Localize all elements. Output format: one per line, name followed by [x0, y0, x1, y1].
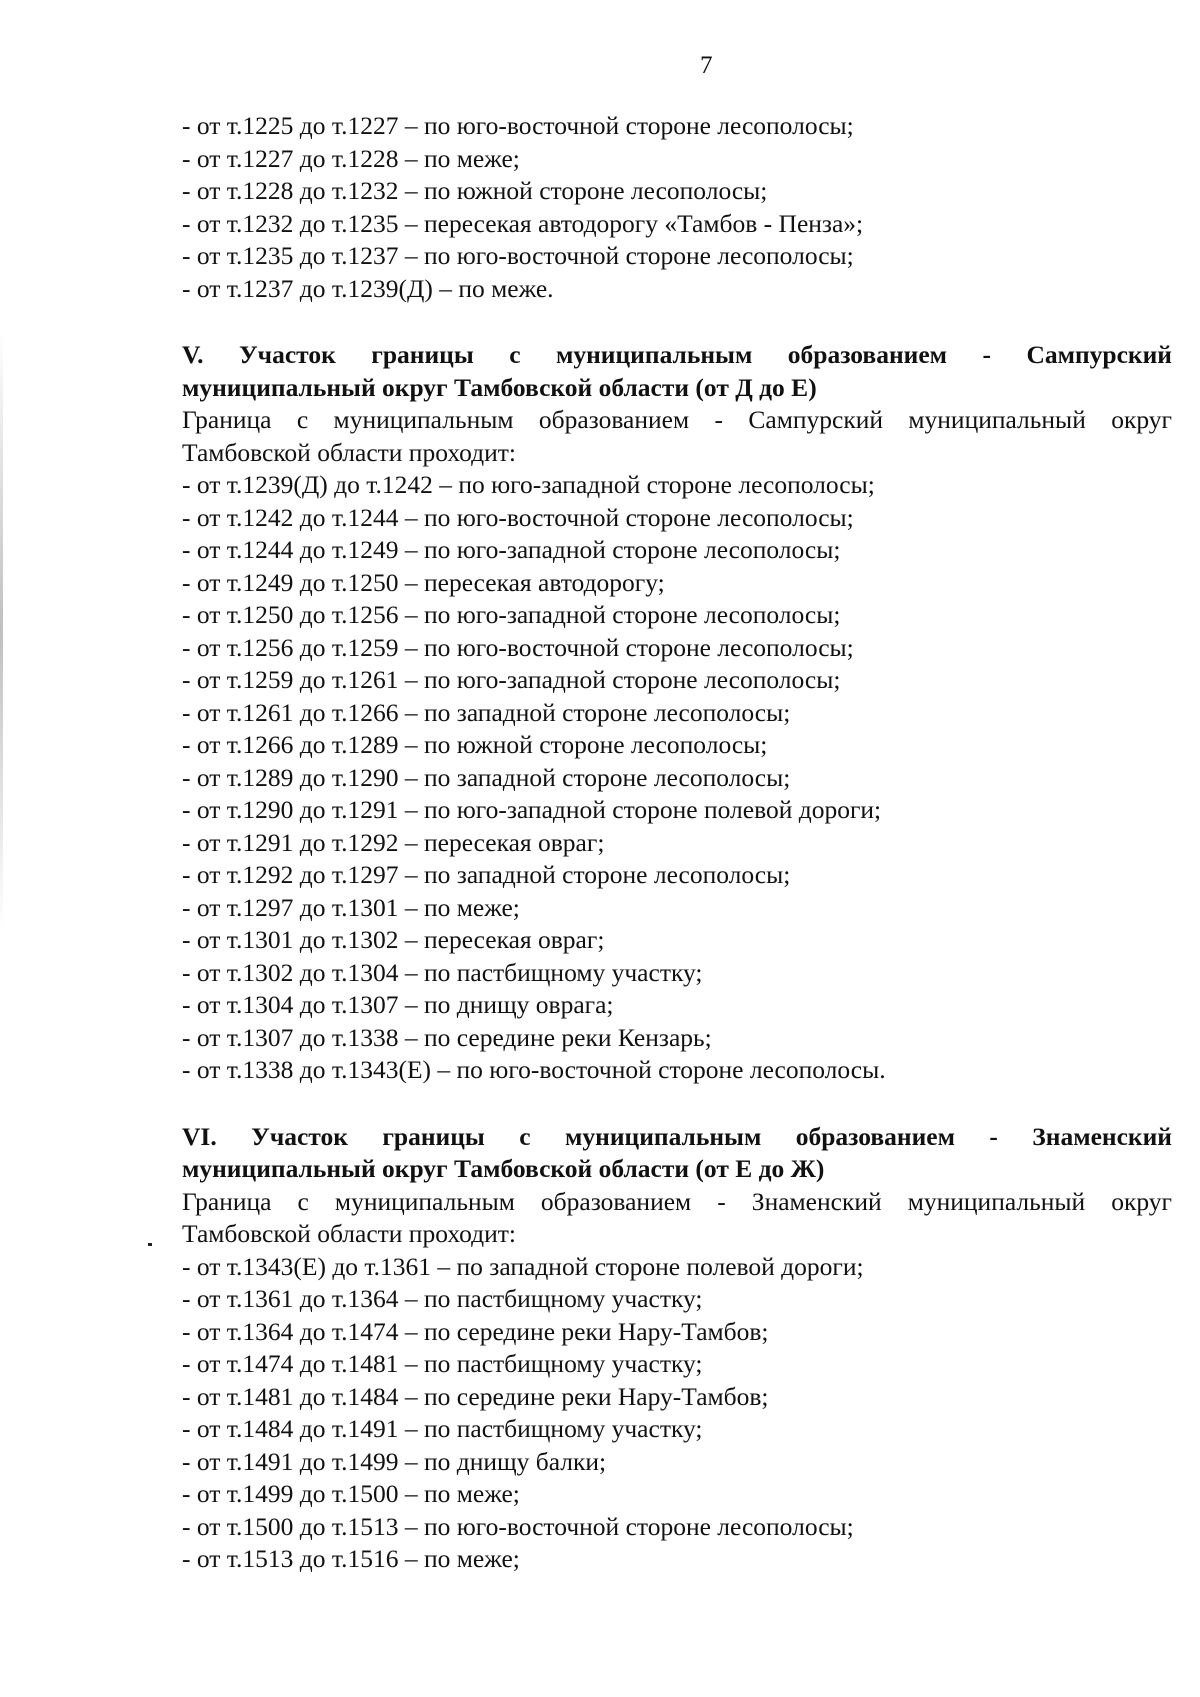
list-item: - от т.1242 до т.1244 – по юго-восточной стороне лесополосы;	[182, 502, 854, 532]
list-item: - от т.1500 до т.1513 – по юго-восточной стороне лесополосы;	[182, 1511, 854, 1541]
list-item: - от т.1302 до т.1304 – по пастбищному участку;	[182, 957, 703, 987]
section-v-heading	[182, 339, 1172, 404]
list-item: - от т.1364 до т.1474 – по середине реки Нару-Тамбов;	[182, 1316, 769, 1346]
top-boundary-list	[182, 110, 1172, 305]
document-body	[182, 110, 1172, 1576]
list-item: - от т.1237 до т.1239(Д) – по меже.	[182, 273, 554, 303]
list-item: - от т.1227 до т.1228 – по меже;	[182, 143, 520, 173]
list-item: - от т.1292 до т.1297 – по западной стороне лесополосы;	[182, 860, 791, 889]
list-item: - от т.1499 до т.1500 – по меже;	[182, 1479, 520, 1508]
list-item: - от т.1250 до т.1256 – по юго-западной стороне лесополосы;	[182, 600, 841, 629]
list-item: - от т.1484 до т.1491 – по пастбищному участку;	[182, 1414, 703, 1443]
section-vi	[182, 1121, 1172, 1576]
list-item: - от т.1261 до т.1266 – по западной стороне лесополосы;	[182, 697, 791, 727]
list-item: - от т.1338 до т.1343(Е) – по юго-восточной стороне лесополосы.	[182, 1055, 886, 1084]
list-item: - от т.1343(Е) до т.1361 – по западной стороне полевой дороги;	[182, 1251, 864, 1281]
section-vi-intro	[182, 1186, 1172, 1251]
section-vi-heading	[182, 1121, 1172, 1186]
list-item: - от т.1491 до т.1499 – по днищу балки;	[182, 1446, 607, 1476]
list-item: - от т.1259 до т.1261 – по юго-западной стороне лесополосы;	[182, 665, 841, 694]
scan-edge-shadow	[0, 330, 3, 930]
list-item: - от т.1304 до т.1307 – по днищу оврага;	[182, 990, 614, 1019]
section-v-heading-line2: муниципальный округ Тамбовской области (от Д до Е)	[182, 372, 817, 402]
list-item: - от т.1291 до т.1292 – пересекая овраг;	[182, 827, 605, 857]
list-item: - от т.1297 до т.1301 – по меже;	[182, 892, 520, 922]
section-vi-heading-line2: муниципальный округ Тамбовской области (от Е до Ж)	[182, 1154, 825, 1183]
section-v	[182, 339, 1172, 1087]
list-item: - от т.1232 до т.1235 – пересекая автодорогу «Тамбов - Пенза»;	[182, 208, 864, 238]
list-item: - от т.1474 до т.1481 – по пастбищному участку;	[182, 1349, 703, 1378]
list-item: - от т.1481 до т.1484 – по середине реки Нару-Тамбов;	[182, 1381, 769, 1411]
section-v-intro	[182, 404, 1172, 469]
list-item: - от т.1249 до т.1250 – пересекая автодорогу;	[182, 567, 665, 597]
list-item: - от т.1228 до т.1232 – по южной стороне лесополосы;	[182, 176, 768, 205]
list-item: - от т.1513 до т.1516 – по меже;	[182, 1544, 520, 1573]
list-item: - от т.1235 до т.1237 – по юго-восточной стороне лесополосы;	[182, 241, 854, 270]
list-item: - от т.1361 до т.1364 – по пастбищному участку;	[182, 1284, 703, 1313]
section-v-list	[182, 469, 1172, 1087]
list-item: - от т.1266 до т.1289 – по южной стороне лесополосы;	[182, 730, 768, 759]
section-v-intro-line2: Тамбовской области проходит:	[182, 437, 516, 467]
list-item: - от т.1307 до т.1338 – по середине реки Кензарь;	[182, 1022, 712, 1052]
list-item: - от т.1256 до т.1259 – по юго-восточной стороне лесополосы;	[182, 632, 854, 662]
section-vi-intro-line2: Тамбовской области проходит:	[182, 1219, 516, 1248]
section-vi-list	[182, 1251, 1172, 1576]
section-v-intro-line1: Граница с муниципальным образованием - Сампурский муниципальный округ	[182, 405, 1172, 434]
list-item: - от т.1225 до т.1227 – по юго-восточной стороне лесополосы;	[182, 111, 854, 140]
section-v-heading-line1: V. Участок границы с муниципальным образованием - Сампурский	[182, 340, 1172, 369]
list-item: - от т.1301 до т.1302 – пересекая овраг;	[182, 925, 605, 954]
section-vi-heading-line1: VI. Участок границы с муниципальным образованием - Знаменский	[182, 1121, 1172, 1151]
section-vi-intro-line1: Граница с муниципальным образованием - Знаменский муниципальный округ	[182, 1186, 1172, 1216]
list-item: - от т.1244 до т.1249 – по юго-западной стороне лесополосы;	[182, 535, 841, 564]
page-number: 7	[700, 52, 713, 79]
list-item: - от т.1289 до т.1290 – по западной стороне лесополосы;	[182, 762, 791, 792]
list-item: - от т.1239(Д) до т.1242 – по юго-западной стороне лесополосы;	[182, 470, 875, 499]
list-item: - от т.1290 до т.1291 – по юго-западной стороне полевой дороги;	[182, 795, 882, 824]
scan-speck	[148, 1243, 152, 1246]
